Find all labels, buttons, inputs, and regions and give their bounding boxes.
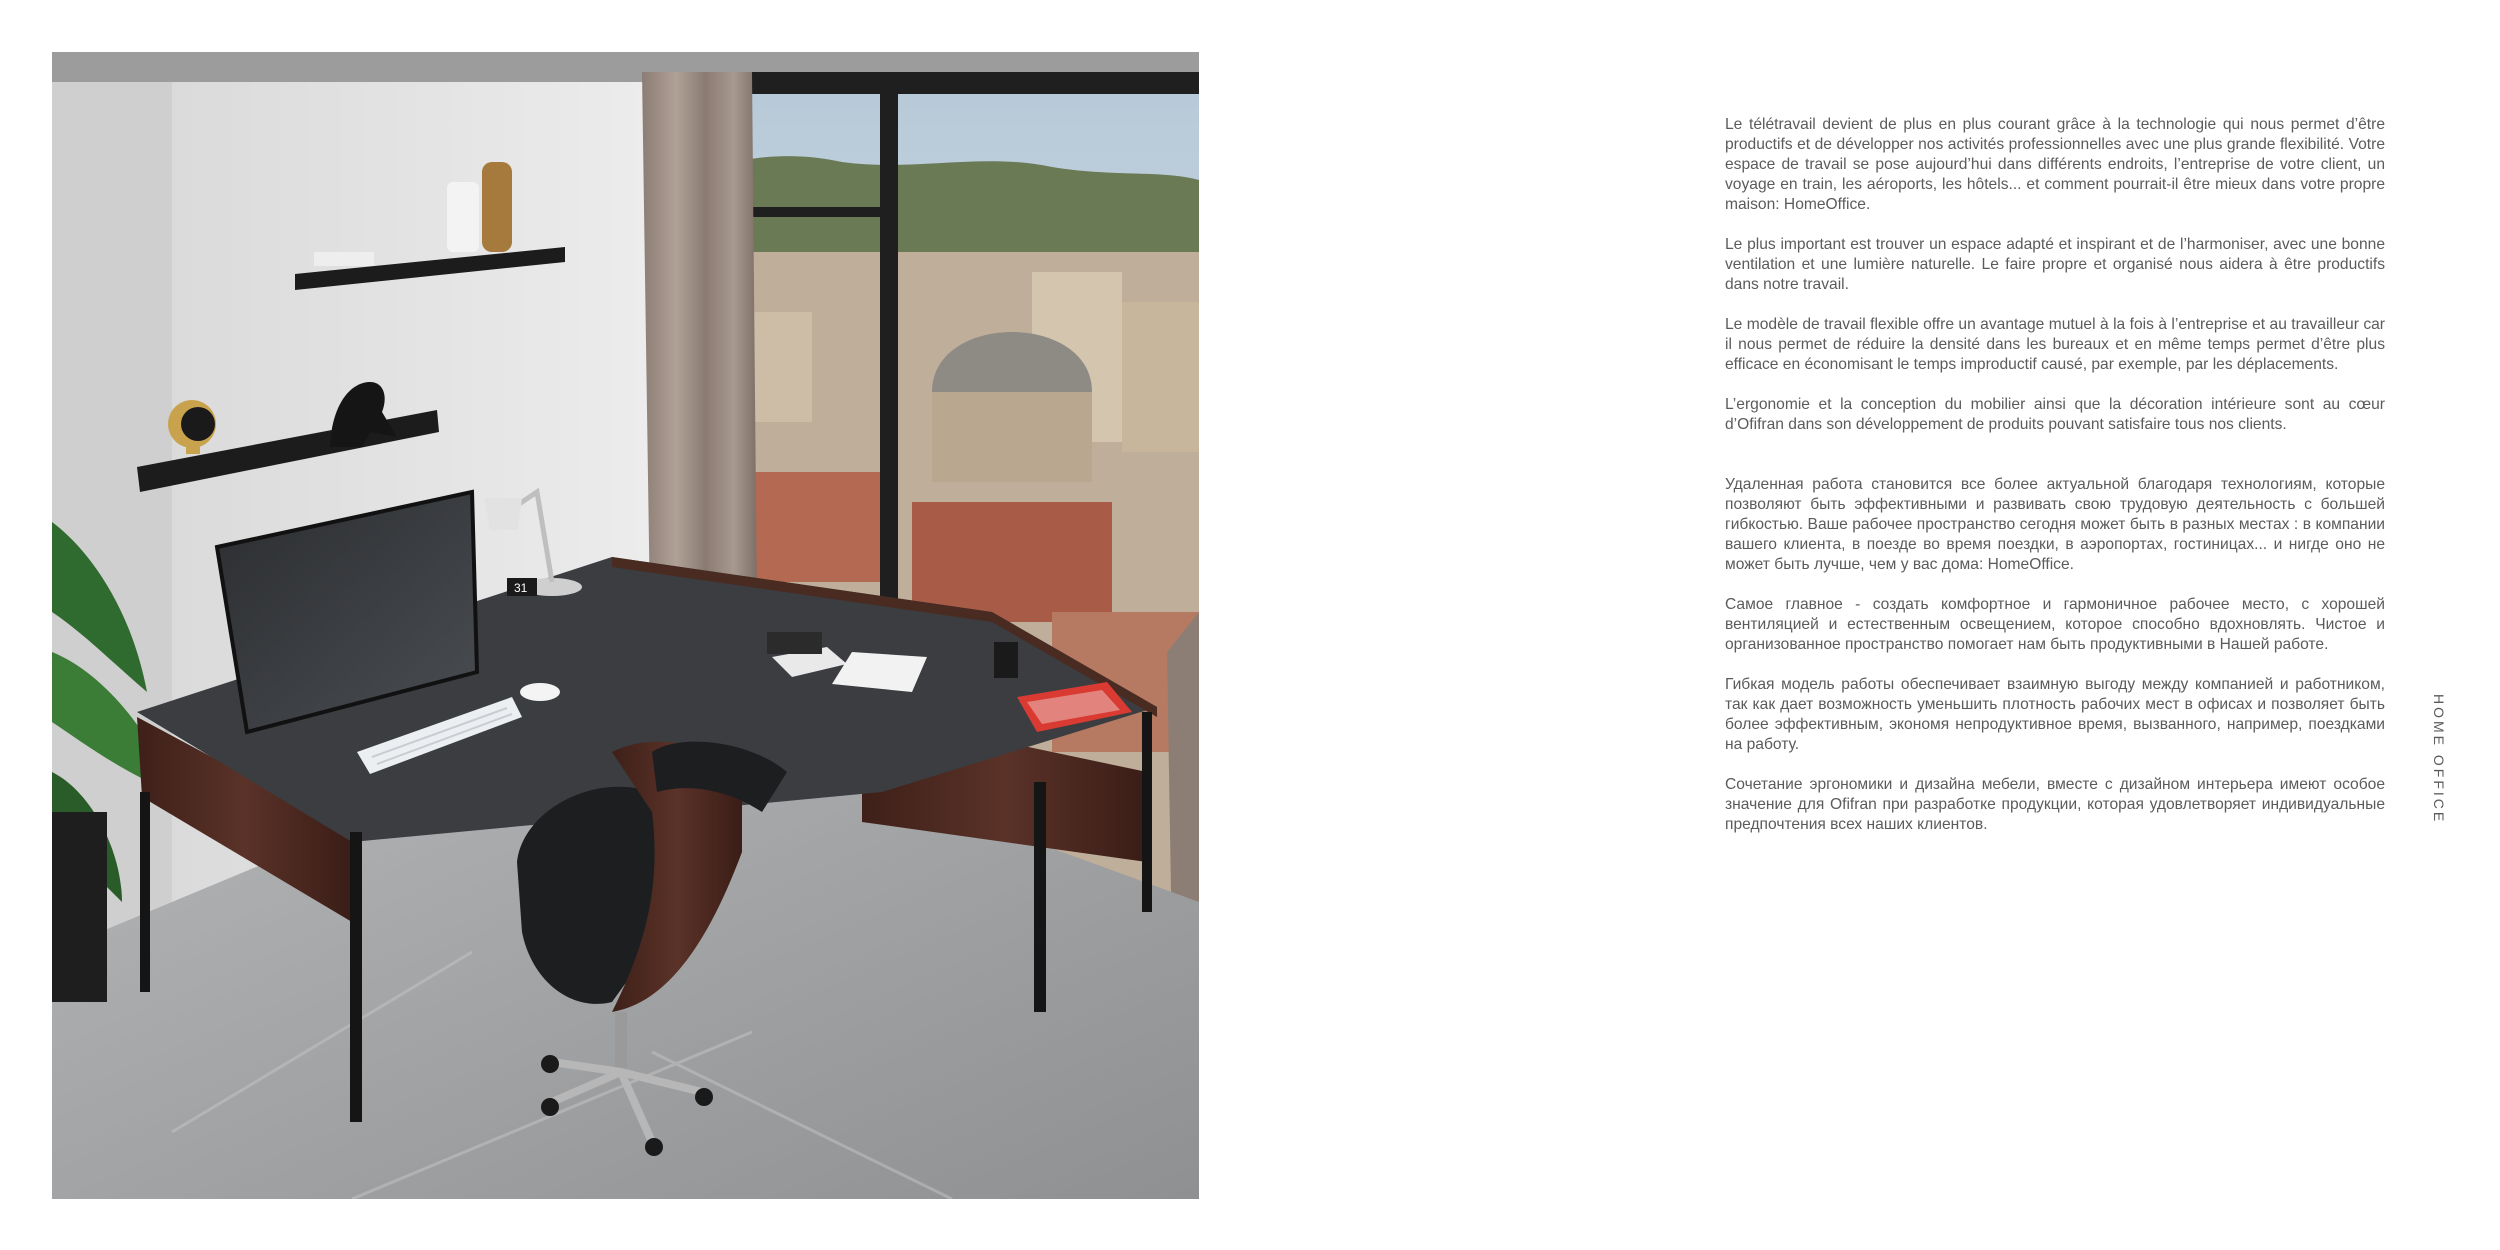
french-text-block (1725, 115, 2385, 435)
svg-text:31: 31 (514, 581, 528, 595)
home-office-photo-illustration (52, 52, 1199, 1199)
home-office-photo (52, 52, 1199, 1199)
paragraph-fr-1: Le télétravail devient de plus en plus courant grâce à la technologie qui nous permet d’être productifs et de développer nos activités professionnelles avec une plus grande flexibilité. Votre espace de travail se pose aujourd’hui dans différents endroits, l’entreprise de votre client, un voyage en train, les aéroports, les hôtels... et comment pourrait-il être mieux dans votre propre maison: HomeOffice. (1725, 116, 2385, 213)
paragraph-fr-2: Le plus important est trouver un espace adapté et inspirant et de l’harmoniser, avec une bonne ventilation et une lumière naturelle. Le faire propre et organisé nous aidera à être productifs dans notre travail. (1725, 236, 2385, 293)
paragraph-fr-3: Le modèle de travail flexible offre un avantage mutuel à la fois à l’entreprise et au travailleur car il nous permet de réduire la densité dans les bureaux et en même temps permet d’être plus efficace en économisant le temps improductif causé, par exemple, par les déplacements. (1725, 316, 2385, 373)
paragraph-ru-4: Сочетание эргономики и дизайна мебели, вместе с дизайном интерьера имеют особое значение для Ofifran при разработке продукции, которая удовлетворяет индивидуальные предпочтения всех наших клиентов. (1725, 776, 2385, 833)
paragraph-ru-1: Удаленная работа становится все более актуальной благодаря технологиям, которые позволяют быть эффективными и развивать свою трудовую деятельность с большей гибкостью. Ваше рабочее пространство сегодня может быть в разных местах : в компании вашего клиента, в поезде во время поездки, в аэропортах, гостиницах... и нигде оно не может быть лучше, чем у вас дома: HomeOffice. (1725, 476, 2385, 573)
section-label-text: HOME OFFICE (2431, 694, 2447, 825)
curtain (642, 72, 757, 612)
calendar-icon (507, 578, 537, 596)
paragraph-ru-3: Гибкая модель работы обеспечивает взаимную выгоду между компанией и работником, так как дает возможность уменьшить плотность рабочих мест в офисах и позволяет быть более эффективным, экономя непродуктивное время, вызванного, например, поездками на работу. (1725, 676, 2385, 753)
paragraph-ru-2: Самое главное - создать комфортное и гармоничное рабочее место, с хорошей вентиляцией и естественным освещением, которое способно вдохновлять. Чистое и организованное пространство помогает нам быть продуктивными в Нашей работе. (1725, 596, 2385, 653)
russian-text-block (1725, 475, 2385, 835)
text-column (1725, 115, 2385, 855)
mouse-icon (520, 683, 560, 701)
paragraph-fr-4: L’ergonomie et la conception du mobilier ainsi que la décoration intérieure sont au cœur d’Ofifran dans son développement de produits pouvant satisfaire tous nos clients. (1725, 396, 2385, 433)
